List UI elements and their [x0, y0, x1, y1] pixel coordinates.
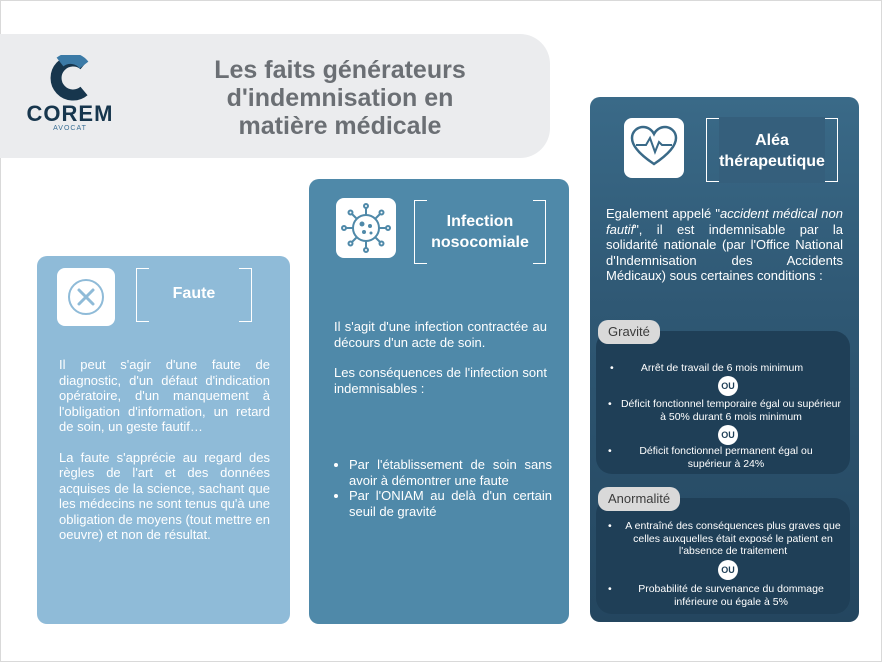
faute-paragraph-2: La faute s'apprécie au regard des règles de l'art et des données acquises de la science, sachant que les médecins ne sont tenus qu'à une obligation de moyens (tout mettre en oeuvre) et non de résultat.	[59, 449, 271, 542]
list-item: • Déficit fonctionnel temporaire égal ou supérieur à 50% durant 6 mois minimum	[608, 398, 842, 423]
list-item: • Par l'ONIAM au delà d'un certain seuil de gravité	[349, 488, 552, 519]
alea-title-frame	[706, 118, 838, 182]
list-item: • Probabilité de survenance du dommage inférieure ou égale à 5%	[608, 583, 824, 608]
list-item: • Arrêt de travail de 6 mois minimum	[610, 362, 804, 374]
logo	[20, 55, 120, 145]
faute-text	[59, 357, 270, 543]
alea-title: Aléa thérapeutique	[719, 132, 825, 170]
anormalite-label: Anormalité	[598, 487, 680, 511]
virus-icon	[336, 198, 396, 258]
infection-title: Infection nosocomiale	[431, 213, 529, 251]
x-circle-icon	[57, 268, 115, 326]
infection-text	[334, 319, 547, 396]
heart-pulse-icon	[624, 118, 684, 178]
infection-title-frame	[414, 200, 546, 264]
gravite-label: Gravité	[598, 320, 660, 344]
list-item: • A entraîné des conséquences plus graves que celles auxquelles était exposé le patient en l'absence de traitement	[608, 520, 841, 557]
alea-intro: Egalement appelé "accident médical non fautif", il est indemnisable par la solidarité nationale (par l'Office National d'Indemnisation des Accidents Médicaux) sous certaines conditions :	[606, 206, 843, 283]
ou-badge: OU	[718, 425, 738, 445]
infection-paragraph-1: Il s'agit d'une infection contractée au décours d'un acte de soin.	[334, 319, 547, 350]
corem-logo-icon	[48, 55, 92, 101]
faute-title: Faute	[172, 285, 216, 302]
list-item: • Par l'établissement de soin sans avoir à démontrer une faute	[349, 457, 552, 488]
faute-title-frame	[136, 268, 252, 322]
page-title: Les faits générateurs d'indemnisation en matière médicale	[214, 56, 466, 140]
infection-bullets	[334, 457, 552, 519]
infection-paragraph-2: Les conséquences de l'infection sont indemnisables :	[334, 365, 547, 396]
faute-paragraph-1: Il peut s'agir d'une faute de diagnostic, d'un défaut d'indication opératoire, d'un manquement à l'obligation d'information, un retard de soin, un geste fautif…	[59, 357, 270, 434]
alea-intro-emphasis: accident médical non fautif	[606, 206, 843, 237]
logo-subtitle: AVOCAT	[53, 125, 87, 132]
ou-badge: OU	[718, 376, 738, 396]
list-item: • Déficit fonctionnel permanent égal ou supérieur à 24%	[608, 445, 813, 470]
ou-badge: OU	[718, 560, 738, 580]
logo-word: COREM	[26, 101, 114, 126]
